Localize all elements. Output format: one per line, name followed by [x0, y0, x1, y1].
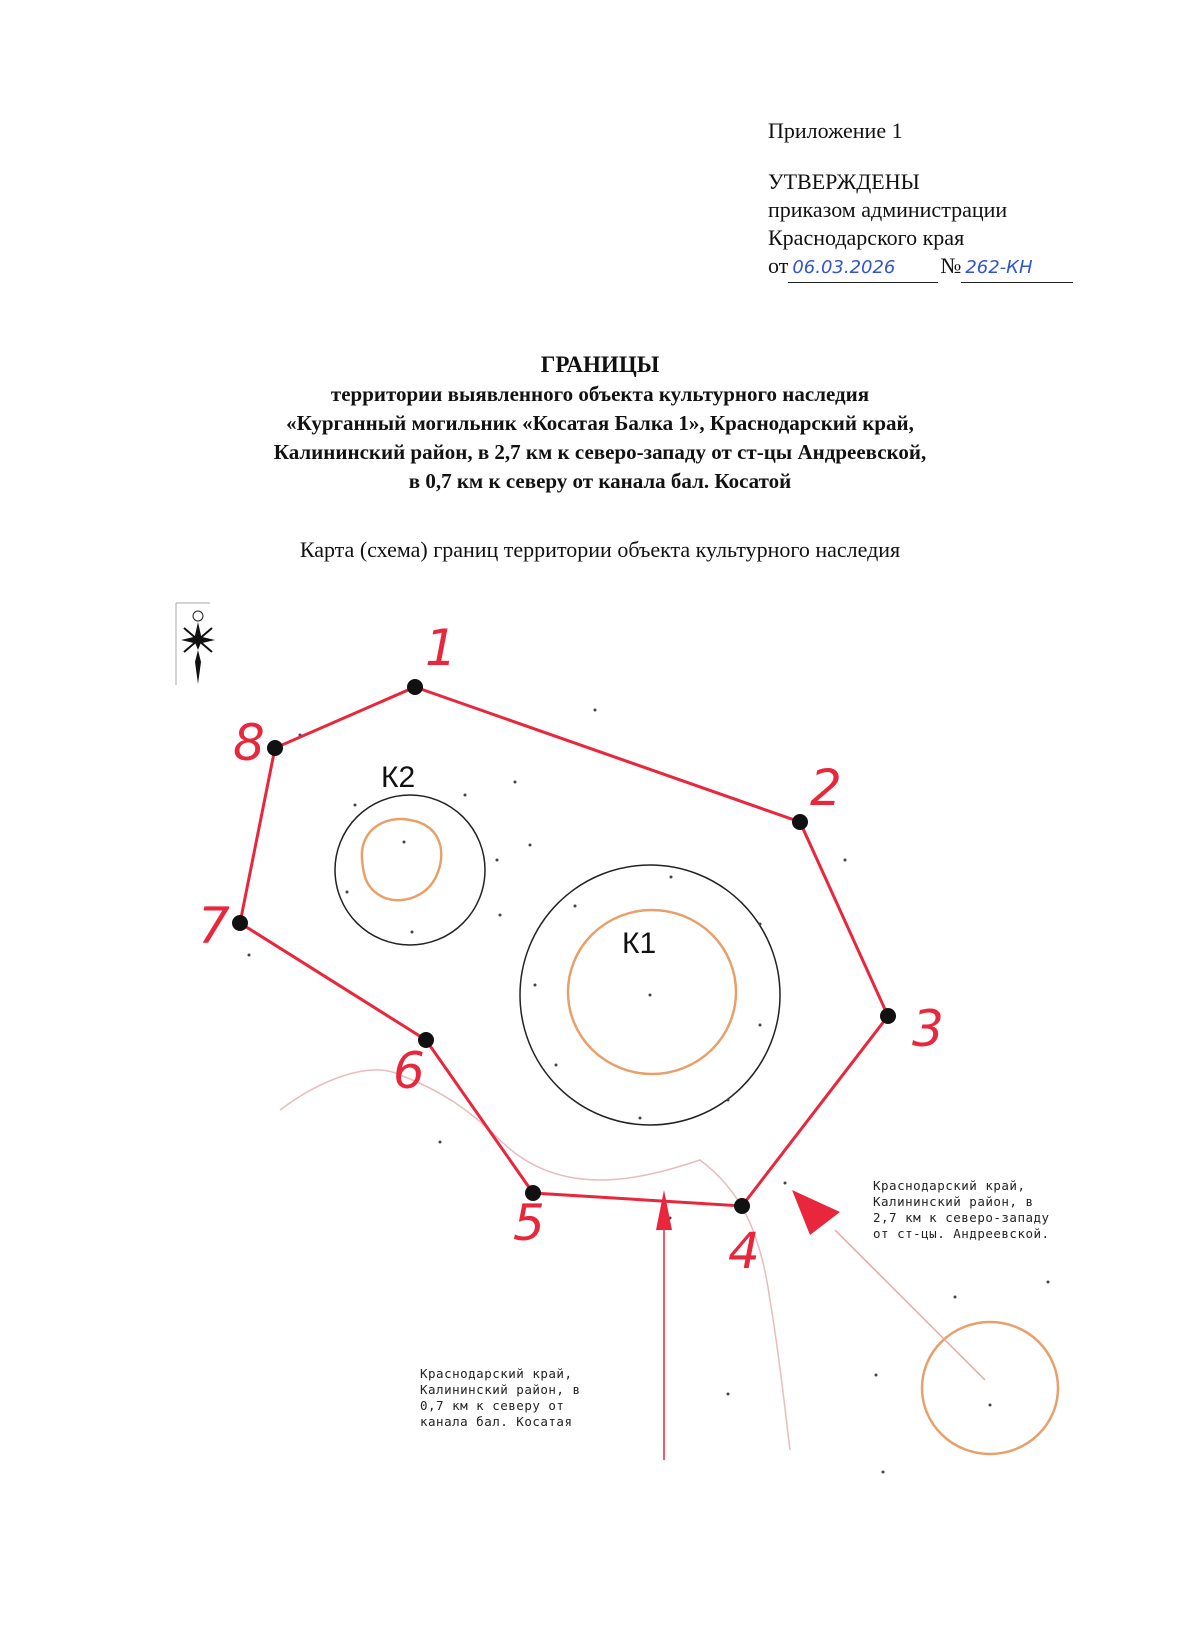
title-line-4: в 0,7 км к северу от канала бал. Косатой — [408, 469, 792, 493]
svg-text:Краснодарский край,: Краснодарский край, — [420, 1366, 573, 1381]
boundary-point-8 — [267, 740, 283, 756]
point-label-1: 1 — [425, 619, 457, 677]
approved-label: УТВЕРЖДЕНЫ — [768, 169, 920, 194]
point-label-2: 2 — [810, 759, 842, 817]
map-caption: Карта (схема) границ территории объекта культурного наследия — [299, 537, 901, 562]
boundary-point-2 — [792, 814, 808, 830]
callout-northwest — [873, 1178, 1050, 1241]
svg-text:Калининский район, в: Калининский район, в — [873, 1194, 1034, 1209]
order-line-2: Краснодарского края — [768, 225, 965, 250]
title-heading: ГРАНИЦЫ — [540, 352, 660, 377]
title-line-2: «Курганный могильник «Косатая Балка 1», Краснодарский край, — [286, 411, 914, 435]
north-arrow-icon — [176, 603, 215, 685]
point-label-5: 5 — [513, 1194, 545, 1252]
pointer-arrow-north — [656, 1190, 672, 1460]
handwritten-number: 262-КН — [961, 254, 1073, 283]
mound-k2-contour — [362, 819, 441, 900]
appendix-label: Приложение 1 — [768, 118, 903, 143]
svg-text:0,7 км к северу от: 0,7 км к северу от — [420, 1398, 565, 1413]
number-prefix: № — [940, 253, 962, 278]
mound-k2-label: К2 — [381, 761, 416, 794]
point-label-3: 3 — [912, 1000, 944, 1058]
boundary-point-7 — [232, 915, 248, 931]
title-line-3: Калининский район, в 2,7 км к северо-западу от ст-цы Андреевской, — [273, 440, 927, 464]
callout-north — [420, 1366, 581, 1429]
point-label-6: 6 — [393, 1042, 425, 1100]
mound-k1-label: К1 — [622, 927, 657, 960]
boundary-point-3 — [880, 1008, 896, 1024]
point-label-8: 8 — [233, 714, 265, 772]
boundary-point-4 — [734, 1198, 750, 1214]
territory-boundary — [240, 687, 888, 1206]
mound-k2-boundary — [335, 795, 485, 945]
svg-text:Краснодарский край,: Краснодарский край, — [873, 1178, 1026, 1193]
svg-text:Калининский район, в: Калининский район, в — [420, 1382, 581, 1397]
boundary-point-1 — [407, 679, 423, 695]
svg-text:канала бал. Косатая: канала бал. Косатая — [420, 1414, 573, 1429]
svg-text:от ст-цы. Андреевской.: от ст-цы. Андреевской. — [873, 1226, 1050, 1241]
svg-text:2,7 км к северо-западу: 2,7 км к северо-западу — [873, 1210, 1050, 1225]
point-label-4: 4 — [728, 1222, 760, 1280]
order-line-1: приказом администрации — [768, 197, 1008, 222]
point-label-7: 7 — [198, 897, 230, 955]
remote-mound-contour — [922, 1322, 1058, 1454]
title-line-1: территории выявленного объекта культурного наследия — [330, 382, 870, 406]
handwritten-date: 06.03.2026 — [788, 254, 938, 283]
date-prefix: от — [768, 253, 789, 278]
